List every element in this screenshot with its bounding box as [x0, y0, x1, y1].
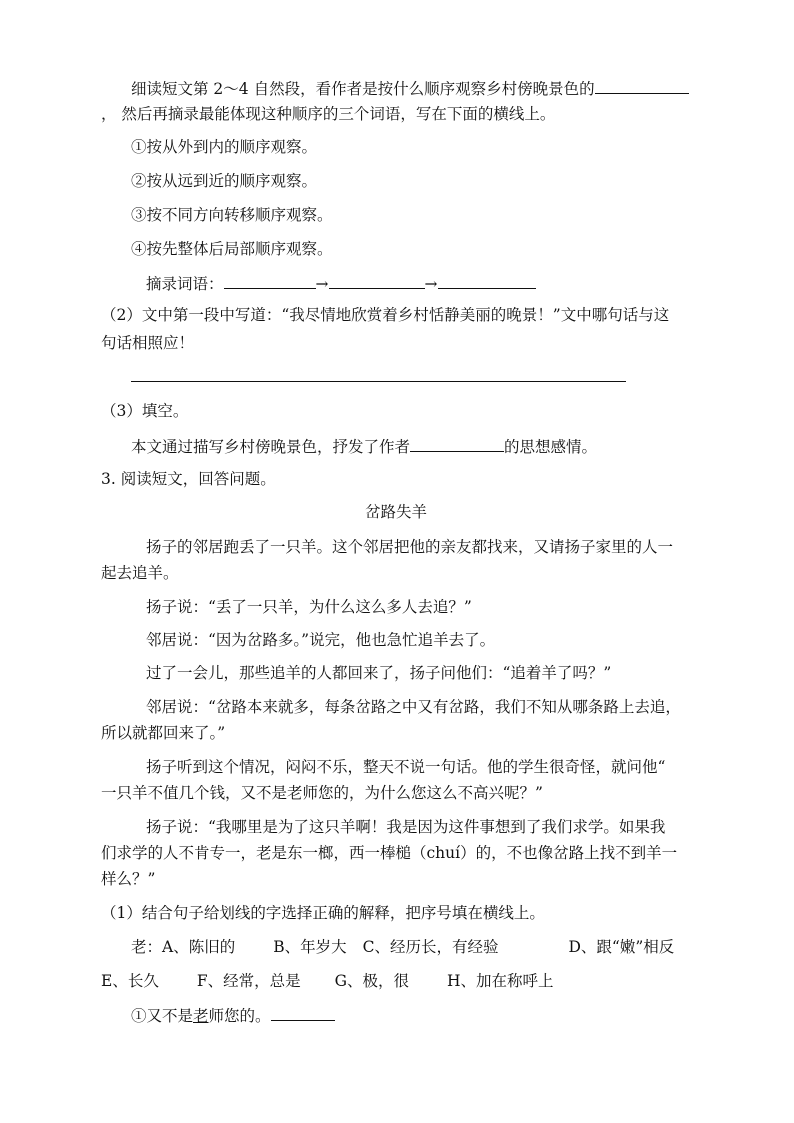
- q2-line-1: （2）文中第一段中写道：“我尽情地欣赏着乡村恬静美丽的晚景！”文中哪句话与这: [101, 306, 670, 324]
- def-option-e: E、长久: [101, 972, 159, 990]
- passage-line: 邻居说：“因为岔路多。”说完，他也急忙追羊去了。: [146, 631, 496, 649]
- intro-line-2: ， 然后再摘录最能体现这种顺序的三个词语，写在下面的横线上。: [101, 105, 556, 123]
- excerpt-blank-3[interactable]: [438, 272, 536, 289]
- passage-line: 邻居说：“岔路本来就多，每条岔路之中又有岔路，我们不知从哪条路上去追，: [146, 698, 681, 716]
- passage-line: 扬子说：“丢了一只羊，为什么这么多人去追？”: [146, 598, 472, 616]
- def-option-a: A、陈旧的: [162, 938, 236, 956]
- q2-line-2: 句话相照应！: [101, 334, 195, 352]
- sentence-before: ①又不是: [131, 1007, 194, 1025]
- def-line-1: [131, 937, 674, 957]
- passage-line: 扬子说：“我哪里是为了这只羊啊！我是因为这件事想到了我们求学。如果我: [146, 818, 666, 836]
- q1-prompt: （1）结合句子给划线的字选择正确的解释，把序号填在横线上。: [101, 904, 545, 922]
- passage-title: 岔路失羊: [365, 503, 428, 521]
- def-option-c: C、经历长，有经验: [362, 938, 499, 956]
- excerpt-blank-1[interactable]: [224, 272, 316, 289]
- def-line-2: [101, 971, 554, 991]
- intro-line-1: [131, 77, 689, 99]
- order-answer-blank[interactable]: [595, 77, 689, 94]
- underlined-word: 老: [193, 1007, 209, 1025]
- def-option-g: G、极，很: [334, 972, 409, 990]
- q2-answer-line[interactable]: [131, 381, 626, 382]
- q3-answer-blank[interactable]: [410, 435, 504, 452]
- q3-before: 本文通过描写乡村傍晚景色，抒发了作者: [131, 438, 411, 456]
- def-option-h: H、加在称呼上: [446, 972, 554, 990]
- excerpt-label: 摘录词语：: [146, 275, 224, 293]
- passage-line: 们求学的人不肯专一，老是东一榔，西一棒槌（chuí）的，不也像岔路上找不到羊一: [101, 844, 678, 862]
- def-option-b: B、年岁大: [273, 938, 347, 956]
- intro-text-1: 细读短文第 2～4 自然段，看作者是按什么顺序观察乡村傍晚景色的: [131, 80, 595, 98]
- option-2[interactable]: ②按从远到近的顺序观察。: [131, 172, 318, 190]
- passage-line: 起去追羊。: [101, 564, 179, 582]
- arrow-2: →: [424, 275, 438, 293]
- q3-fill: [131, 435, 597, 457]
- passage-line: 样么？”: [101, 870, 156, 888]
- option-4[interactable]: ④按先整体后局部顺序观察。: [131, 240, 333, 258]
- section-3-heading: 3. 阅读短文，回答问题。: [101, 470, 276, 488]
- passage-line: 所以就都回来了。”: [101, 724, 226, 742]
- sentence-after: 师您的。: [208, 1007, 271, 1025]
- arrow-1: →: [315, 275, 329, 293]
- option-1[interactable]: ①按从外到内的顺序观察。: [131, 138, 318, 156]
- passage-line: 过了一会儿，那些追羊的人都回来了，扬子问他们：“追着羊了吗？”: [146, 664, 612, 682]
- passage-line: 一只羊不值几个钱，又不是老师您的，为什么您这么不高兴呢？”: [101, 784, 543, 802]
- sentence-answer-blank[interactable]: [271, 1004, 335, 1021]
- q3-label: （3）填空。: [101, 402, 189, 420]
- excerpt-line: [146, 272, 536, 294]
- excerpt-blank-2[interactable]: [329, 272, 425, 289]
- q3-after: 的思想感情。: [504, 438, 598, 456]
- passage-line: 扬子的邻居跑丢了一只羊。这个邻居把他的亲友都找来，又请扬子家里的人一: [146, 538, 674, 556]
- sentence-1: [131, 1004, 335, 1026]
- option-3[interactable]: ③按不同方向转移顺序观察。: [131, 206, 333, 224]
- def-option-f: F、经常，总是: [196, 972, 301, 990]
- def-word: 老：: [131, 938, 163, 956]
- passage-line: 扬子听到这个情况，闷闷不乐，整天不说一句话。他的学生很奇怪，就问他“: [146, 758, 666, 776]
- def-option-d: D、跟“嫩”相反: [568, 938, 675, 956]
